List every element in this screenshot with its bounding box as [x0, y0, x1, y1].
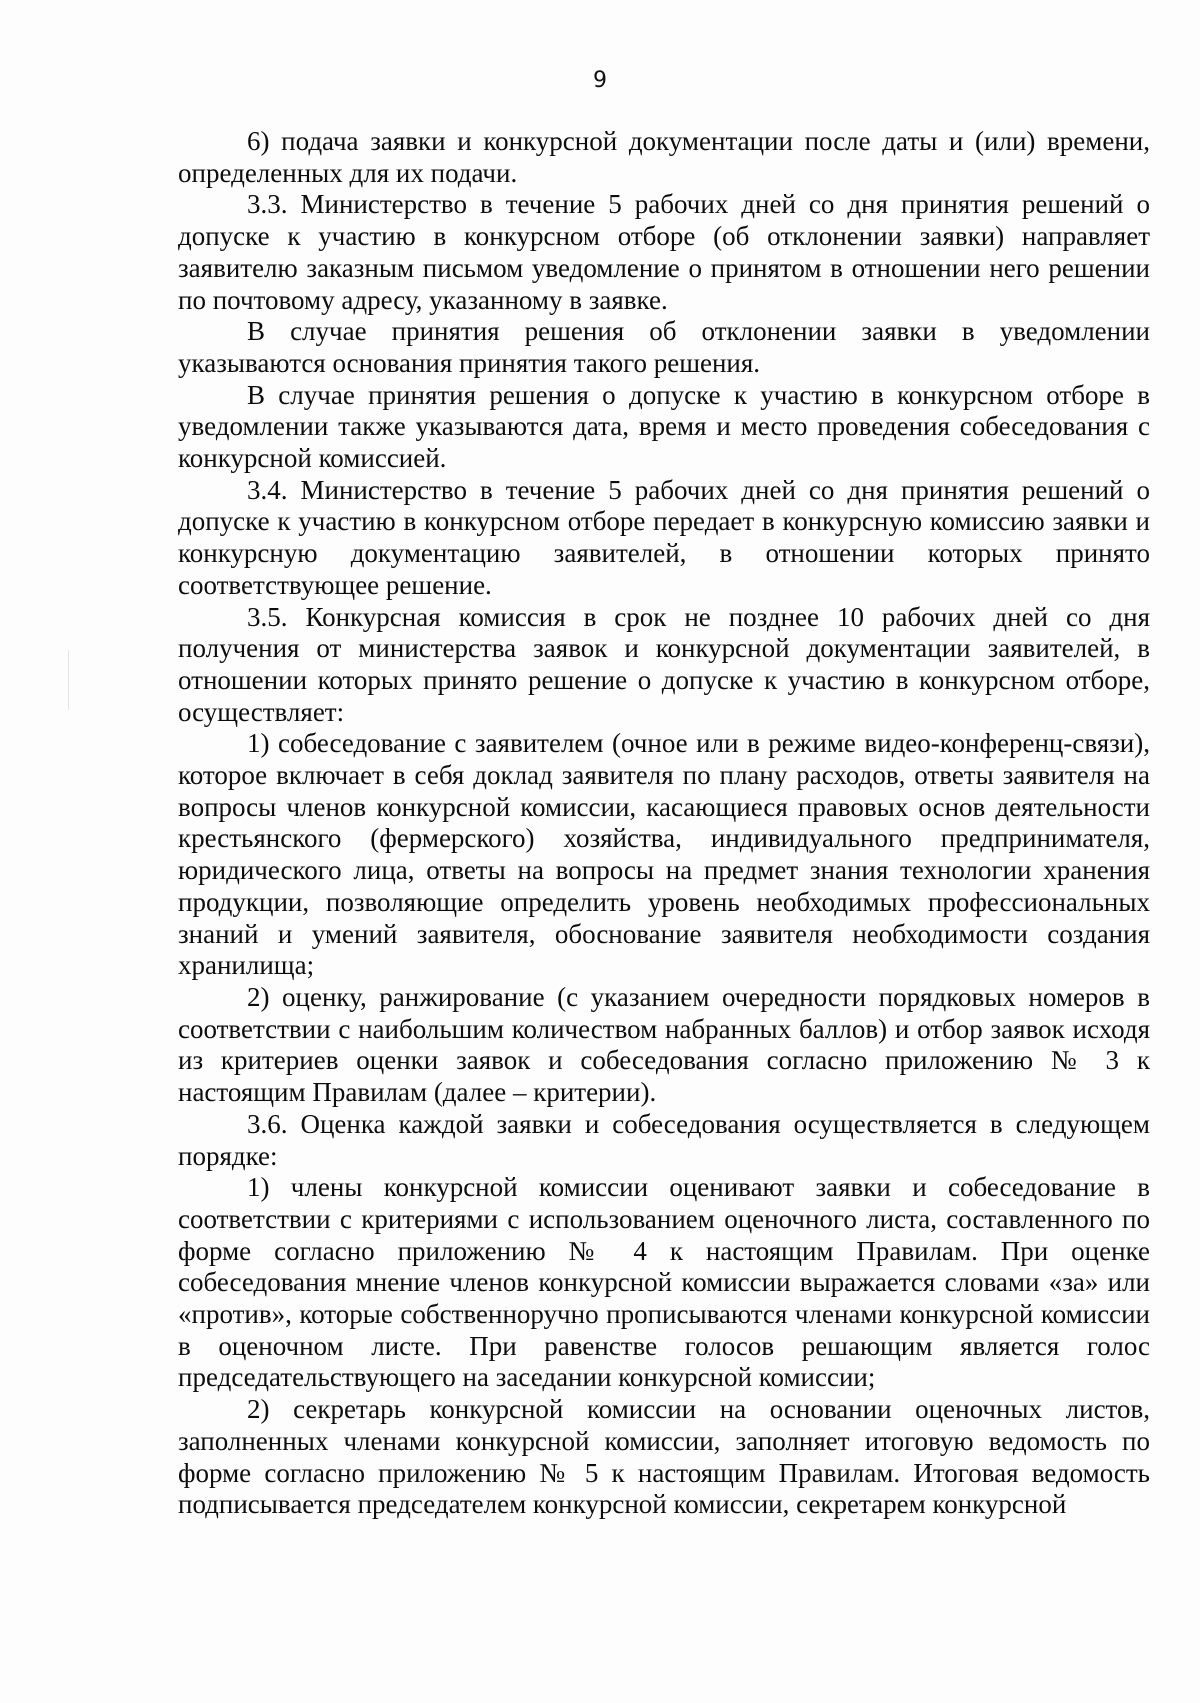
- paragraph-6-late-submission: 6) подача заявки и конкурсной документации после даты и (или) времени, определенных для их подачи.: [178, 126, 1150, 188]
- scan-edge-mark: [68, 650, 69, 710]
- paragraph-3-3: 3.3. Министерство в течение 5 рабочих дней со дня принятия решений о допуске к участию в конкурсном отборе (об отклонении заявки) направляет заявителю заказным письмом уведомление о принятом в отношении него решении по почтовому адресу, указанному в заявке.: [178, 189, 1150, 315]
- paragraph-3-6: 3.6. Оценка каждой заявки и собеседования осуществляется в следующем порядке:: [178, 1108, 1150, 1171]
- paragraph-3-5-item-2: 2) оценку, ранжирование (с указанием очередности порядковых номеров в соответствии с наибольшим количеством набранных баллов) и отбор заявок исходя из критериев оценки заявок и собеседования согласно приложению № 3 к настоящим Правилам (далее – критерии).: [178, 981, 1150, 1108]
- paragraph-rejection-notice: В случае принятия решения об отклонении заявки в уведомлении указываются основания принятия такого решения.: [178, 316, 1150, 378]
- paragraph-3-6-item-2: 2) секретарь конкурсной комиссии на основании оценочных листов, заполненных членами конкурсной комиссии, заполняет итоговую ведомость по форме согласно приложению № 5 к настоящим Правилам. Итоговая ведомость подписывается председателем конкурсной комиссии, секретарем конкурсной: [178, 1394, 1150, 1520]
- paragraph-3-4: 3.4. Министерство в течение 5 рабочих дней со дня принятия решений о допуске к участию в конкурсном отборе передает в конкурсную комиссию заявки и конкурсную документацию заявителей, в отношении которых принято соответствующее решение.: [178, 474, 1150, 600]
- paragraph-3-5: 3.5. Конкурсная комиссия в срок не позднее 10 рабочих дней со дня получения от министерства заявок и конкурсной документации заявителей, в отношении которых принято решение о допуске к участию в конкурсном отборе, осуществляет:: [178, 601, 1150, 727]
- document-body: [178, 126, 1150, 1521]
- paragraph-3-6-item-1: 1) члены конкурсной комиссии оценивают заявки и собеседование в соответствии с критериями с использованием оценочного листа, составленного по форме согласно приложению № 4 к настоящим Правилам. При оценке собеседования мнение членов конкурсной комиссии выражается словами «за» или «против», которые собственноручно прописываются членами конкурсной комиссии в оценочном листе. При равенстве голосов решающим является голос председательствующего на заседании конкурсной комиссии;: [178, 1172, 1150, 1393]
- page-number: 9: [593, 68, 607, 93]
- paragraph-admission-notice: В случае принятия решения о допуске к участию в конкурсном отборе в уведомлении также указываются дата, время и место проведения собеседования с конкурсной комиссией.: [178, 379, 1150, 474]
- paragraph-3-5-item-1: 1) собеседование с заявителем (очное или в режиме видео-конференц-связи), которое включает в себя доклад заявителя по плану расходов, ответы заявителя на вопросы членов конкурсной комиссии, касающиеся правовых основ деятельности крестьянского (фермерского) хозяйства, индивидуального предпринимателя, юридического лица, ответы на вопросы на предмет знания технологии хранения продукции, позволяющие определить уровень необходимых профессиональных знаний и умений заявителя, обоснование заявителя необходимости создания хранилища;: [178, 728, 1150, 981]
